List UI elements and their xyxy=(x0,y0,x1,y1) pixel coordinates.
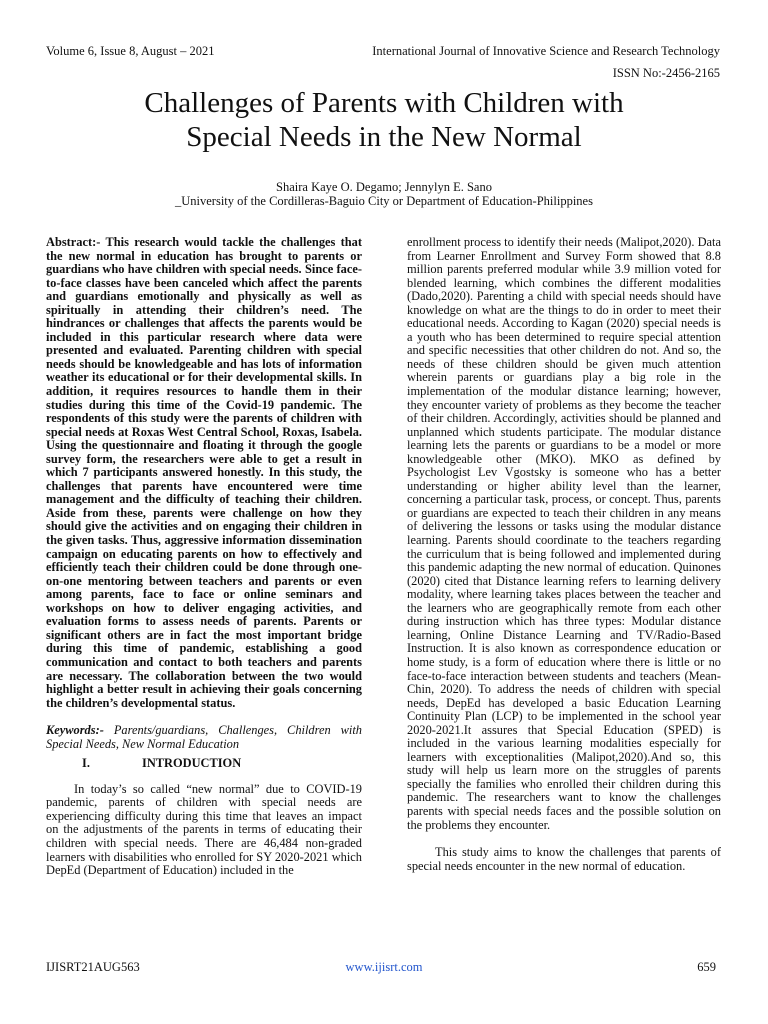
author-affiliation: _University of the Cordilleras-Baguio City or Department of Education-Philippines xyxy=(175,194,593,208)
footer-paper-id: IJISRT21AUG563 xyxy=(46,960,140,974)
keywords xyxy=(46,724,362,751)
page-number: 659 xyxy=(697,960,716,974)
section-heading xyxy=(46,757,362,771)
paper-title-line-1: Challenges of Parents with Children with xyxy=(144,87,624,119)
right-column xyxy=(407,236,721,873)
paper-title-line-2: Special Needs in the New Normal xyxy=(186,121,582,153)
abstract xyxy=(46,236,362,710)
left-column xyxy=(46,236,362,878)
abstract-label: Abstract:- xyxy=(46,235,101,249)
keywords-text: Parents/guardians, Challenges, Children with Special Needs, New Normal Education xyxy=(46,723,362,751)
abstract-text: This research would tackle the challenges that the new normal in education has brought to parents or guardians who have children with special needs. Since face-to-face classes have been canceled which affect the parents and guardians emotionally and physically as well as spiritually in attending their children’s need. The hindrances or challenges that affects the parents would be included in this particular research where data were presented and evaluated. Parenting children with special needs should be knowledgeable and has lots of information weather its educational or for their developmental skills. In addition, it requires resources to handle them in their studies during this time of the Covid-19 pandemic. The respondents of this study were the parents of children with special needs at Roxas West Central School, Roxas, Isabela. Using the questionnaire and floating it through the google survey form, the researchers were able to get a result in which 7 participants answered honestly. In this study, the challenges that parents have encountered were time management and the difficulty of teaching their children. Aside from these, parents were challenge on how they should give the activities and on engaging their children in the given tasks. Thus, aggressive information dissemination campaign on educating parents on how to effectively and efficiently teach their children could be done through one-on-one mentoring between teachers and parents or even among parents, face to face or online seminars and workshops on how to deliver engaging activities, and evaluation forms to assess needs of parents. Parents or significant others are in fact the most important bridge during this time of pandemic, establishing a good communication and contact to both teachers and parents are necessary. The collaboration between the two would highlight a better result in achieving their goals concerning the children’s developmental status. xyxy=(46,235,362,710)
footer-website-link[interactable]: www.ijisrt.com xyxy=(345,960,423,974)
intro-paragraph: In today’s so called “new normal” due to COVID-19 pandemic, parents of children with special needs are experiencing difficulty during this time that leaves an impact on the adjustments of the parents in terms of educating their children with special needs. There are 46,484 non-graded learners with disabilities who enrolled for SY 2020-2021 which DepEd (Department of Education) included in the xyxy=(46,781,362,878)
keywords-label: Keywords:- xyxy=(46,723,104,738)
running-header-volume: Volume 6, Issue 8, August – 2021 xyxy=(46,44,215,58)
aim-paragraph: This study aims to know the challenges that parents of special needs encounter in the new normal of education. xyxy=(407,845,721,873)
section-title: INTRODUCTION xyxy=(142,756,242,771)
author-list: Shaira Kaye O. Degamo; Jennylyn E. Sano xyxy=(276,180,492,194)
paper-title xyxy=(0,86,768,154)
issn-label: ISSN No:-2456-2165 xyxy=(612,66,720,80)
body-paragraph: enrollment process to identify their needs (Malipot,2020). Data from Learner Enrollment and Survey Form showed that 8.8 million parents preferred modular while 3.9 million voted for blended learning, which combines the different modalities (Dado,2020). Parenting a child with special needs should have knowledge on what are the things to do in order to meet their educational needs. According to Kagan (2020) special needs is a youth who has been determined to require special attention and specific necessities that other children do not. And so, the needs of these children should be given much attention wherein parents or guardians play a big role in the implementation of the modular distance learning; however, they encounter variety of problems as they become the teacher of their children. Accordingly, activities should be planned and unplanned which students participate. The modular distance learning lets the parents or guardians to be a model or more knowledgeable other (MKO). MKO as defined by Psychologist Lev Vgostsky is someone who has a better understanding or higher ability level than the learner, concerning a particular task, process, or concept. Thus, parents or guardians are expected to teach their children in any means of delivering the lessons or tasks using the modular distance learning. Parents should coordinate to the teachers regarding the curriculum that is being followed and implemented during this pandemic adapting the new normal of education. Quinones (2020) cited that Distance learning refers to learning delivery modality, where learning takes places between the teacher and the learners who are geographically remote from each other during instruction which has three types: Modular distance learning, Online Distance Learning and TV/Radio-Based Instruction. It is also known as correspondence education or home study, is a form of education where there is little or no face-to-face interaction between students and teachers (Mean-Chin, 2020). To address the needs of children with special needs, DepEd has developed a basic Education Learning Continuity Plan (LCP) to be implemented in the school year 2020-2021.It assures that Special Education (SPED) is included in the various learning modalities especially for learners with exceptionalities (Malipot,2020).And so, this study will help us learn more on the struggles of parents specially the families who enrolled their children during this pandemic. The researchers want to know the challenges parents with special needs faces and the possible solution on the problems they encounter. xyxy=(407,235,721,832)
section-number: I. xyxy=(82,756,90,771)
running-header-journal: International Journal of Innovative Science and Research Technology xyxy=(372,44,720,58)
